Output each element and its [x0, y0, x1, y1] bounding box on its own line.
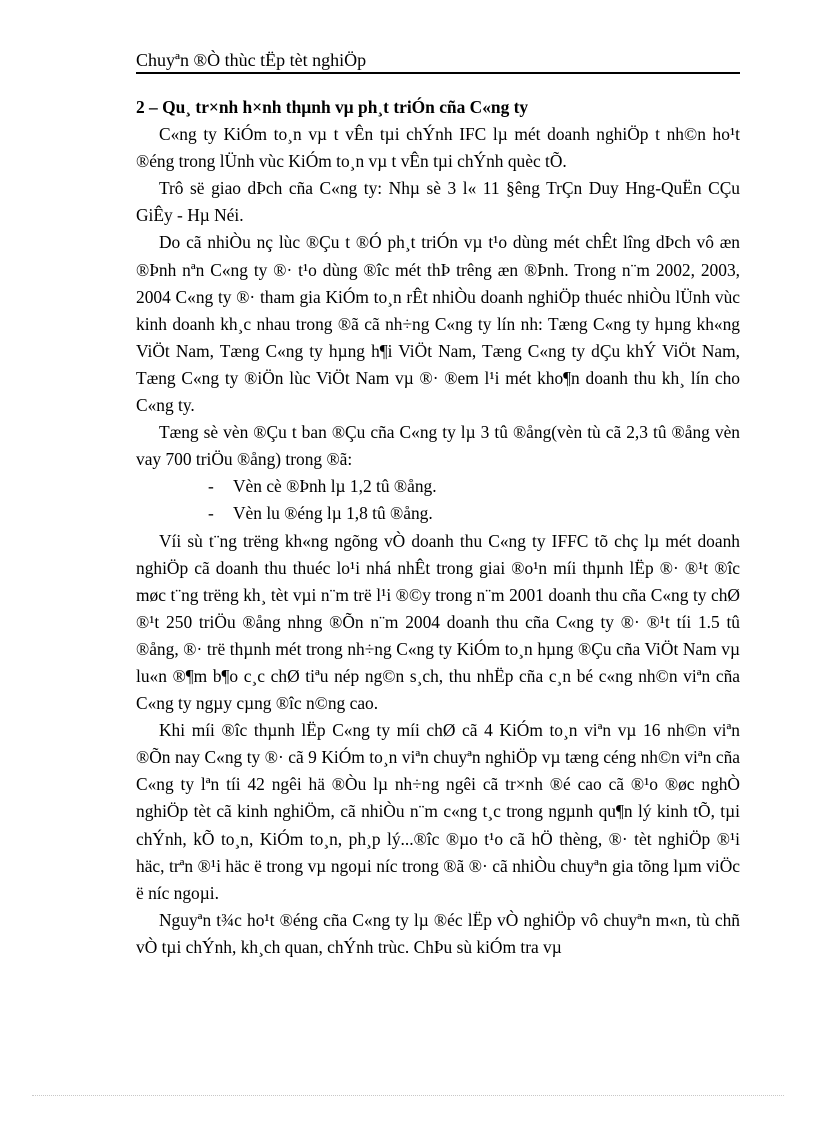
body-text: [136, 94, 740, 961]
list-dash: -: [208, 503, 214, 524]
running-header: Chuyªn ®Ò thùc tËp tèt nghiÖp: [136, 50, 367, 70]
header-rule: [136, 72, 740, 74]
paragraph-company-intro: C«ng ty KiÓm to¸n vµ t vÊn tµi chÝnh IFC lµ mét doanh nghiÖp t nh©n ho¹t ®éng trong lÜnh vùc KiÓm to¸n vµ t vÊn tµi chÝnh quèc tÕ.: [136, 124, 740, 172]
paragraph-revenue-growth: Víi sù t¨ng trëng kh«ng ngõng vÒ doanh thu C«ng ty IFFC tõ chç lµ mét doanh nghiÖp cã doanh thu thuéc lo¹i nhá nhÊt trong giai ®o¹n míi thµnh lËp ®· ®¹t ®îc møc t¨ng trëng kh¸ tèt vµi n¨m trë l¹i ®©y trong n¨m 2001 doanh thu cña C«ng ty chØ ®¹t 250 triÖu ®ång nhng ®Õn n¨m 2004 doanh thu cña C«ng ty ®· ®¹t tíi 1.5 tû ®ång, ®· trë thµnh mét trong nh÷ng C«ng ty KiÓm to¸n hµng ®Çu cña ViÖt Nam vµ lu«n ®¶m b¶o c¸c chØ tiªu nép ng©n s¸ch, thu nhËp cña c¸n bé c«ng nh©n viªn cña C«ng ty ngµy cµng ®îc n©ng cao.: [136, 530, 740, 714]
paragraph-initial-capital: Tæng sè vèn ®Çu t ban ®Çu cña C«ng ty lµ 3 tû ®ång(vèn tù cã 2,3 tû ®ång vèn vay 700 triÖu ®ång) trong ®ã:: [136, 422, 740, 470]
list-item: [208, 473, 740, 500]
paragraph-operating-principles: Nguyªn t¾c ho¹t ®éng cña C«ng ty lµ ®éc lËp vÒ nghiÖp vô chuyªn m«n, tù chñ vÒ tµi chÝnh, kh¸ch quan, chÝnh trùc. ChÞu sù kiÓm tra vµ: [136, 909, 740, 957]
capital-list: [136, 473, 740, 527]
footer-rule: [32, 1095, 784, 1096]
list-item-text: Vèn lu ®éng lµ 1,8 tû ®ång.: [233, 503, 433, 524]
list-item-text: Vèn cè ®Þnh lµ 1,2 tû ®ång.: [233, 476, 437, 497]
paragraph-staff: Khi míi ®îc thµnh lËp C«ng ty míi chØ cã 4 KiÓm to¸n viªn vµ 16 nh©n viªn ®Õn nay C«ng ty ®· cã 9 KiÓm to¸n viªn chuyªn nghiÖp vµ tæng céng nh©n viªn cña C«ng ty lªn tíi 42 ngêi hä ®Òu lµ nh÷ng ngêi cã tr×nh ®é cao cã ®¹o ®øc nghÒ nghiÖp tèt cã kinh nghiÖm, cã nhiÒu n¨m c«ng t¸c trong ngµnh qu¶n lý kinh tÕ, tµi chÝnh, kÕ to¸n, KiÓm to¸n, ph¸p lý...®îc ®µo t¹o cã hÖ thèng, ®· tèt nghiÖp ®¹i häc, trªn ®¹i häc ë trong vµ ngoµi níc trong ®ã ®· cã nhiÒu chuyªn gia tõng lµm viÖc ë níc ngoµi.: [136, 720, 740, 903]
paragraph-office-address: Trô së giao dÞch cña C«ng ty: Nhµ sè 3 l« 11 §êng TrÇn Duy Hng-QuËn CÇu GiÊy - Hµ Néi.: [136, 178, 740, 226]
list-dash: -: [208, 476, 214, 497]
paragraph-market-history: Do cã nhiÒu nç lùc ®Çu t ®Ó ph¸t triÓn vµ t¹o dùng mét chÊt lîng dÞch vô æn ®Þnh nªn C«ng ty ®· t¹o dùng ®îc mét thÞ trêng æn ®Þnh. Trong n¨m 2002, 2003, 2004 C«ng ty ®· tham gia KiÓm to¸n rÊt nhiÒu doanh nghiÖp thuéc nhiÒu lÜnh vùc kinh doanh kh¸c nhau trong ®ã cã nh÷ng C«ng ty lín nh: Tæng C«ng ty hµng kh«ng ViÖt Nam, Tæng C«ng ty hµng h¶i ViÖt Nam, Tæng C«ng ty dÇu khÝ ViÖt Nam, Tæng C«ng ty ®iÖn lùc ViÖt Nam vµ ®· ®em l¹i mét kho¶n doanh thu kh¸ lín cho C«ng ty.: [136, 232, 740, 416]
section-heading: 2 – Qu¸ tr×nh h×nh thµnh vµ ph¸t triÓn cña C«ng ty: [136, 97, 529, 117]
list-item: [208, 500, 740, 527]
